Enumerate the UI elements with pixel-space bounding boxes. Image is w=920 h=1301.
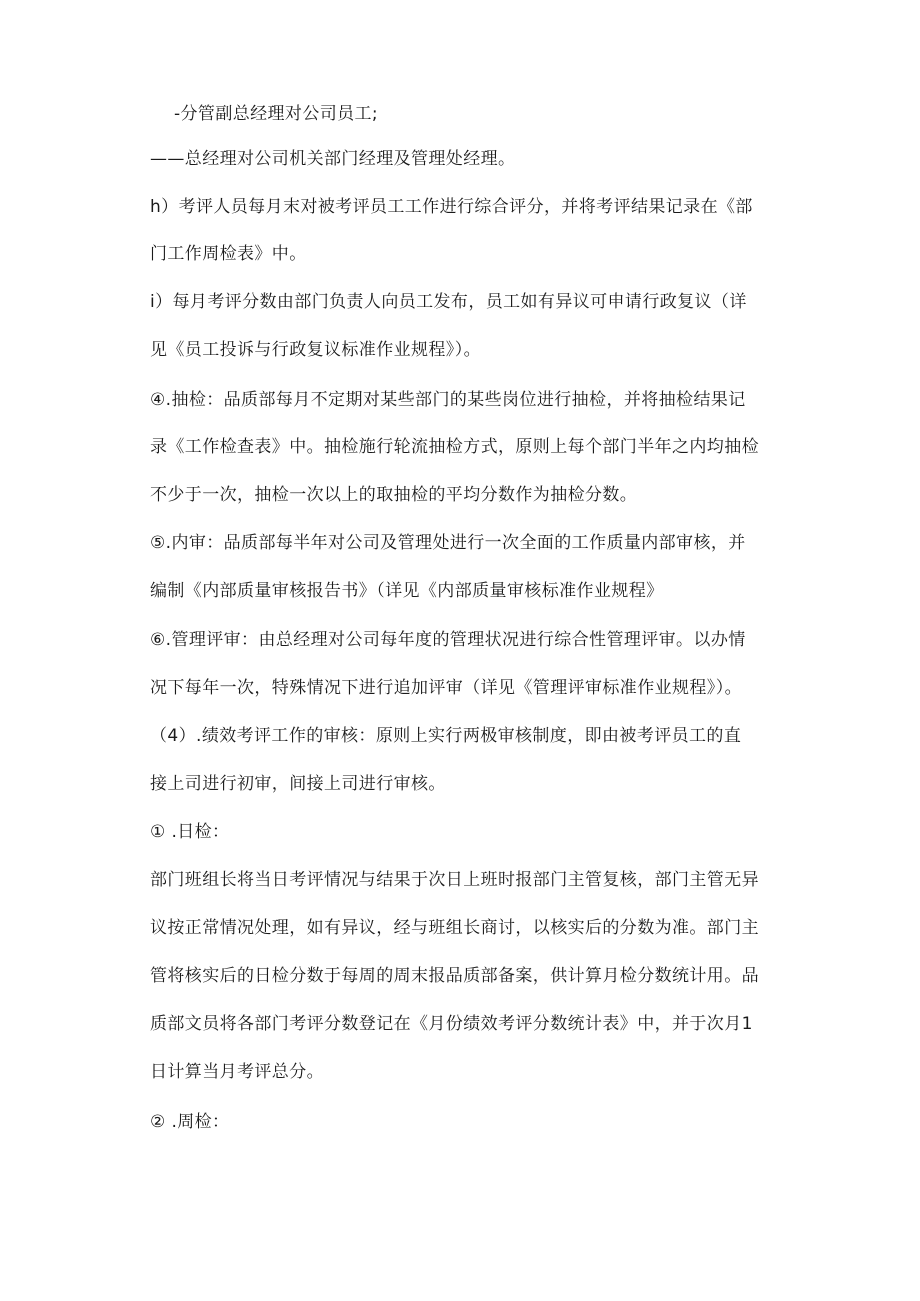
text-line: 录《工作检查表》中。抽检施行轮流抽检方式，原则上每个部门半年之内均抽检 <box>150 437 759 457</box>
text-line: 见《员工投诉与行政复议标准作业规程》）。 <box>150 340 481 360</box>
text-line: 编制《内部质量审核报告书》（详见《内部质量审核标准作业规程》 <box>150 581 664 601</box>
text-line: 管将核实后的日检分数于每周的周末报品质部备案，供计算月检分数统计用。品 <box>150 966 759 986</box>
text-line: ⑤.内审：品质部每半年对公司及管理处进行一次全面的工作质量内部审核，并 <box>150 533 746 553</box>
text-line: 不少于一次，抽检一次以上的取抽检的平均分数作为抽检分数。 <box>150 485 638 505</box>
text-line: i）每月考评分数由部门负责人向员工发布，员工如有异议可申请行政复议（详 <box>150 292 747 312</box>
text-line: ① .日检： <box>150 822 230 842</box>
text-line: 议按正常情况处理，如有异议，经与班组长商讨，以核实后的分数为准。部门主 <box>150 918 759 938</box>
text-line: 门工作周检表》中。 <box>150 244 307 264</box>
text-line: h）考评人员每月末对被考评员工工作进行综合评分，并将考评结果记录在《部 <box>150 197 753 217</box>
text-line: （4）.绩效考评工作的审核：原则上实行两极审核制度，即由被考评员工的直 <box>150 726 742 746</box>
text-line: 部门班组长将当日考评情况与结果于次日上班时报部门主管复核，部门主管无异 <box>150 870 759 890</box>
text-line: ④.抽检：品质部每月不定期对某些部门的某些岗位进行抽检，并将抽检结果记 <box>150 390 746 410</box>
text-line: 质部文员将各部门考评分数登记在《月份绩效考评分数统计表》中，并于次月1 <box>150 1014 753 1034</box>
text-line: ⑥.管理评审：由总经理对公司每年度的管理状况进行综合性管理评审。以办情 <box>150 630 746 650</box>
text-line: ——总经理对公司机关部门经理及管理处经理。 <box>150 149 516 169</box>
text-line: 接上司进行初审，间接上司进行审核。 <box>150 774 446 794</box>
text-line: 况下每年一次，特殊情况下进行追加评审（详见《管理评审标准作业规程》）。 <box>150 678 742 698</box>
text-line: -分管副总经理对公司员工; <box>174 104 379 124</box>
text-line: 日计算当月考评总分。 <box>150 1062 324 1082</box>
text-line: ② .周检： <box>150 1112 230 1132</box>
